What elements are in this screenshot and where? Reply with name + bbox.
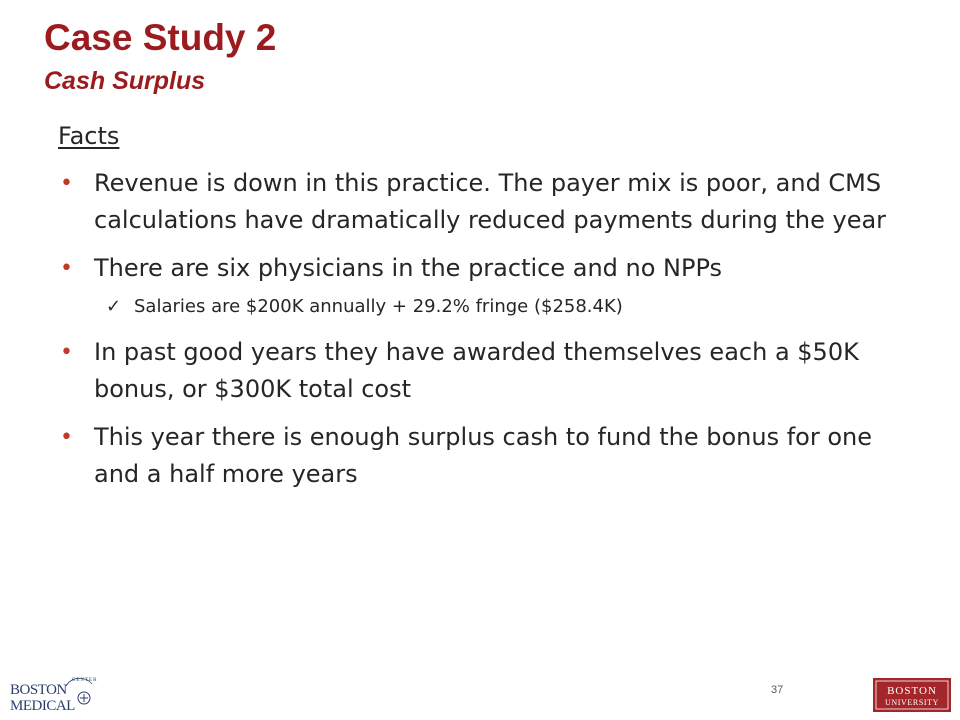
bullet-text: In past good years they have awarded themselves each a $50K bonus, or $300K total cost	[94, 338, 859, 403]
bullet-dot-icon: •	[60, 171, 73, 196]
bullet-dot-icon: •	[60, 340, 73, 365]
slide-subtitle: Cash Surplus	[44, 67, 206, 95]
logo-arc-text: CENTER	[72, 678, 98, 683]
bullet-text: Revenue is down in this practice. The payer mix is poor, and CMS calculations have dramatically reduced payments during the year	[94, 169, 887, 234]
logo-top-text: BOSTON	[10, 682, 67, 698]
slide-title: Case Study 2	[44, 17, 277, 58]
bullet-item	[58, 250, 918, 287]
bullet-list	[58, 165, 918, 493]
logo-bottom-text: UNIVERSITY	[885, 698, 939, 707]
bullet-item	[58, 419, 918, 493]
sub-bullet-item	[58, 292, 918, 322]
bullet-text: There are six physicians in the practice and no NPPs	[94, 254, 723, 282]
slide-content	[58, 118, 918, 504]
boston-university-logo	[873, 678, 951, 712]
boston-medical-center-logo	[8, 672, 98, 714]
bullet-dot-icon: •	[60, 256, 73, 281]
logo-top-text: BOSTON	[887, 685, 937, 697]
logo-cross-icon	[80, 694, 88, 702]
bullet-text: This year there is enough surplus cash to fund the bonus for one and a half more years	[94, 423, 873, 488]
bullet-item	[58, 165, 918, 239]
section-heading: Facts	[58, 122, 120, 150]
bullet-item	[58, 334, 918, 408]
sub-bullet-text: Salaries are $200K annually + 29.2% fringe ($258.4K)	[134, 296, 623, 317]
logo-bottom-text: MEDICAL	[10, 698, 75, 714]
bullet-dot-icon: •	[60, 425, 73, 450]
checkmark-icon: ✓	[106, 296, 122, 317]
page-number: 37	[771, 684, 784, 696]
